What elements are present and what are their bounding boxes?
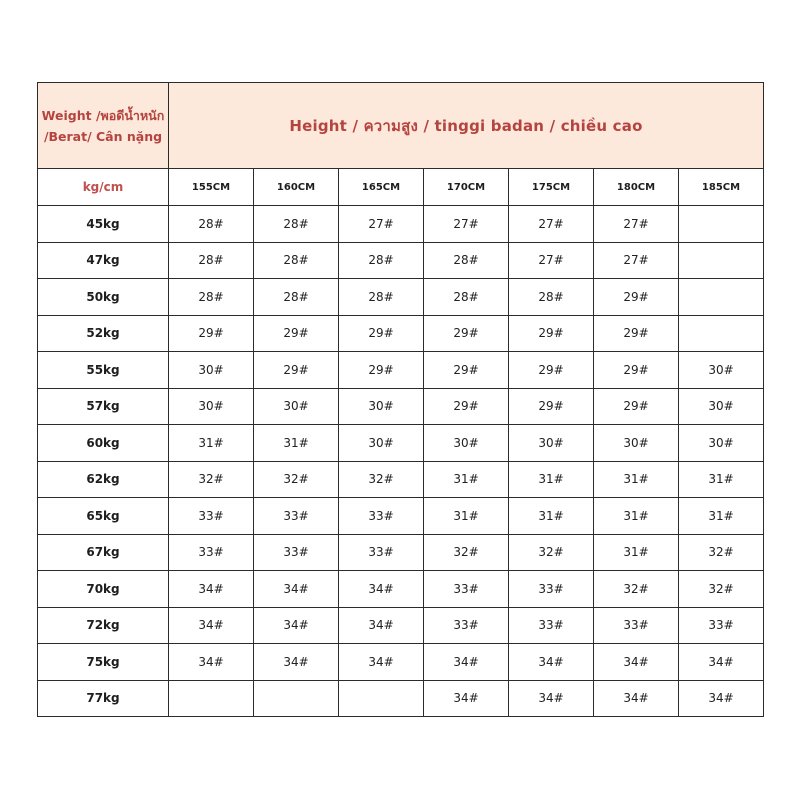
size-cell: 30#: [594, 425, 679, 462]
size-cell: 34#: [254, 607, 339, 644]
size-cell: 33#: [254, 498, 339, 535]
size-cell: 28#: [339, 279, 424, 316]
size-cell: 31#: [169, 425, 254, 462]
weight-row-label: 70kg: [38, 571, 169, 608]
size-cell: 29#: [254, 315, 339, 352]
table-row: [38, 644, 764, 681]
height-column-header: 185CM: [679, 169, 764, 206]
weight-row-label: 47kg: [38, 242, 169, 279]
size-cell: 30#: [254, 388, 339, 425]
size-cell: 34#: [254, 644, 339, 681]
table-row: [38, 242, 764, 279]
weight-row-label: 60kg: [38, 425, 169, 462]
size-cell: [679, 315, 764, 352]
size-cell: 27#: [594, 242, 679, 279]
size-cell: 28#: [254, 242, 339, 279]
size-cell: 33#: [169, 534, 254, 571]
size-cell: 31#: [679, 461, 764, 498]
size-cell: 34#: [254, 571, 339, 608]
size-cell: 31#: [594, 534, 679, 571]
size-cell: 33#: [339, 534, 424, 571]
table-row: [38, 461, 764, 498]
size-cell: 28#: [254, 206, 339, 243]
size-cell: [169, 680, 254, 717]
column-header-row: [38, 169, 764, 206]
height-column-header: 155CM: [169, 169, 254, 206]
size-cell: 34#: [339, 644, 424, 681]
height-column-header: 170CM: [424, 169, 509, 206]
size-cell: 30#: [169, 352, 254, 389]
size-chart-table: [37, 82, 764, 717]
size-cell: 29#: [509, 315, 594, 352]
size-cell: 32#: [169, 461, 254, 498]
height-column-header: 160CM: [254, 169, 339, 206]
weight-row-label: 52kg: [38, 315, 169, 352]
size-cell: 33#: [509, 607, 594, 644]
table-row: [38, 607, 764, 644]
weight-row-label: 75kg: [38, 644, 169, 681]
size-cell: [254, 680, 339, 717]
size-cell: 28#: [424, 242, 509, 279]
size-cell: 30#: [424, 425, 509, 462]
unit-label: kg/cm: [38, 169, 169, 206]
size-cell: 33#: [339, 498, 424, 535]
weight-row-label: 67kg: [38, 534, 169, 571]
weight-row-label: 72kg: [38, 607, 169, 644]
size-cell: 29#: [169, 315, 254, 352]
size-cell: 28#: [169, 279, 254, 316]
size-cell: 32#: [424, 534, 509, 571]
size-cell: 29#: [509, 352, 594, 389]
size-cell: 27#: [509, 206, 594, 243]
table-row: [38, 425, 764, 462]
height-column-header: 175CM: [509, 169, 594, 206]
size-cell: 28#: [424, 279, 509, 316]
size-cell: 31#: [509, 498, 594, 535]
size-cell: 28#: [169, 206, 254, 243]
size-cell: 32#: [594, 571, 679, 608]
size-cell: 32#: [254, 461, 339, 498]
size-cell: 33#: [424, 607, 509, 644]
size-cell: 34#: [594, 680, 679, 717]
height-column-header: 180CM: [594, 169, 679, 206]
size-cell: 30#: [339, 388, 424, 425]
size-cell: 28#: [339, 242, 424, 279]
size-cell: [679, 206, 764, 243]
size-cell: 30#: [679, 425, 764, 462]
size-cell: 27#: [424, 206, 509, 243]
size-cell: 31#: [424, 498, 509, 535]
table-row: [38, 206, 764, 243]
size-cell: 27#: [594, 206, 679, 243]
size-cell: 30#: [169, 388, 254, 425]
size-cell: 33#: [509, 571, 594, 608]
size-cell: 34#: [169, 607, 254, 644]
weight-row-label: 45kg: [38, 206, 169, 243]
size-cell: 30#: [679, 388, 764, 425]
table-row: [38, 279, 764, 316]
size-cell: 33#: [679, 607, 764, 644]
size-cell: 27#: [509, 242, 594, 279]
size-cell: 34#: [424, 680, 509, 717]
size-cell: 29#: [424, 352, 509, 389]
weight-row-label: 57kg: [38, 388, 169, 425]
size-cell: 32#: [509, 534, 594, 571]
size-cell: 31#: [424, 461, 509, 498]
weight-header: Weight /พอดีน้ำหนัก /Berat/ Cân nặng: [38, 83, 169, 169]
size-cell: 33#: [254, 534, 339, 571]
size-cell: 30#: [339, 425, 424, 462]
size-cell: 31#: [509, 461, 594, 498]
size-cell: 31#: [254, 425, 339, 462]
size-cell: 28#: [169, 242, 254, 279]
weight-row-label: 65kg: [38, 498, 169, 535]
size-cell: 31#: [594, 498, 679, 535]
size-cell: 30#: [679, 352, 764, 389]
size-cell: 34#: [594, 644, 679, 681]
size-cell: 32#: [679, 534, 764, 571]
size-cell: 31#: [594, 461, 679, 498]
size-cell: 29#: [594, 388, 679, 425]
size-cell: 34#: [169, 571, 254, 608]
size-cell: 29#: [509, 388, 594, 425]
table-row: [38, 388, 764, 425]
size-cell: 29#: [424, 315, 509, 352]
size-cell: 34#: [509, 644, 594, 681]
table-row: [38, 315, 764, 352]
size-cell: 28#: [254, 279, 339, 316]
size-cell: 29#: [594, 352, 679, 389]
size-cell: 33#: [594, 607, 679, 644]
size-cell: [339, 680, 424, 717]
table-row: [38, 680, 764, 717]
size-cell: 34#: [339, 607, 424, 644]
weight-row-label: 77kg: [38, 680, 169, 717]
table-row: [38, 352, 764, 389]
height-column-header: 165CM: [339, 169, 424, 206]
size-cell: 32#: [339, 461, 424, 498]
height-header: Height / ความสูง / tinggi badan / chiều cao: [169, 83, 764, 169]
size-cell: 29#: [594, 315, 679, 352]
size-cell: [679, 242, 764, 279]
size-cell: 27#: [339, 206, 424, 243]
size-cell: 34#: [169, 644, 254, 681]
size-cell: 29#: [339, 315, 424, 352]
size-cell: [679, 279, 764, 316]
size-cell: 34#: [679, 680, 764, 717]
weight-row-label: 50kg: [38, 279, 169, 316]
table-row: [38, 534, 764, 571]
size-cell: 28#: [509, 279, 594, 316]
size-cell: 30#: [509, 425, 594, 462]
size-cell: 33#: [169, 498, 254, 535]
table-row: [38, 571, 764, 608]
size-cell: 34#: [424, 644, 509, 681]
size-cell: 29#: [339, 352, 424, 389]
table-row: [38, 498, 764, 535]
size-cell: 33#: [424, 571, 509, 608]
size-cell: 32#: [679, 571, 764, 608]
size-cell: 31#: [679, 498, 764, 535]
size-cell: 29#: [594, 279, 679, 316]
size-cell: 34#: [339, 571, 424, 608]
weight-row-label: 62kg: [38, 461, 169, 498]
size-cell: 34#: [679, 644, 764, 681]
size-cell: 34#: [509, 680, 594, 717]
size-cell: 29#: [424, 388, 509, 425]
size-cell: 29#: [254, 352, 339, 389]
weight-row-label: 55kg: [38, 352, 169, 389]
table-header-row: [38, 83, 764, 169]
